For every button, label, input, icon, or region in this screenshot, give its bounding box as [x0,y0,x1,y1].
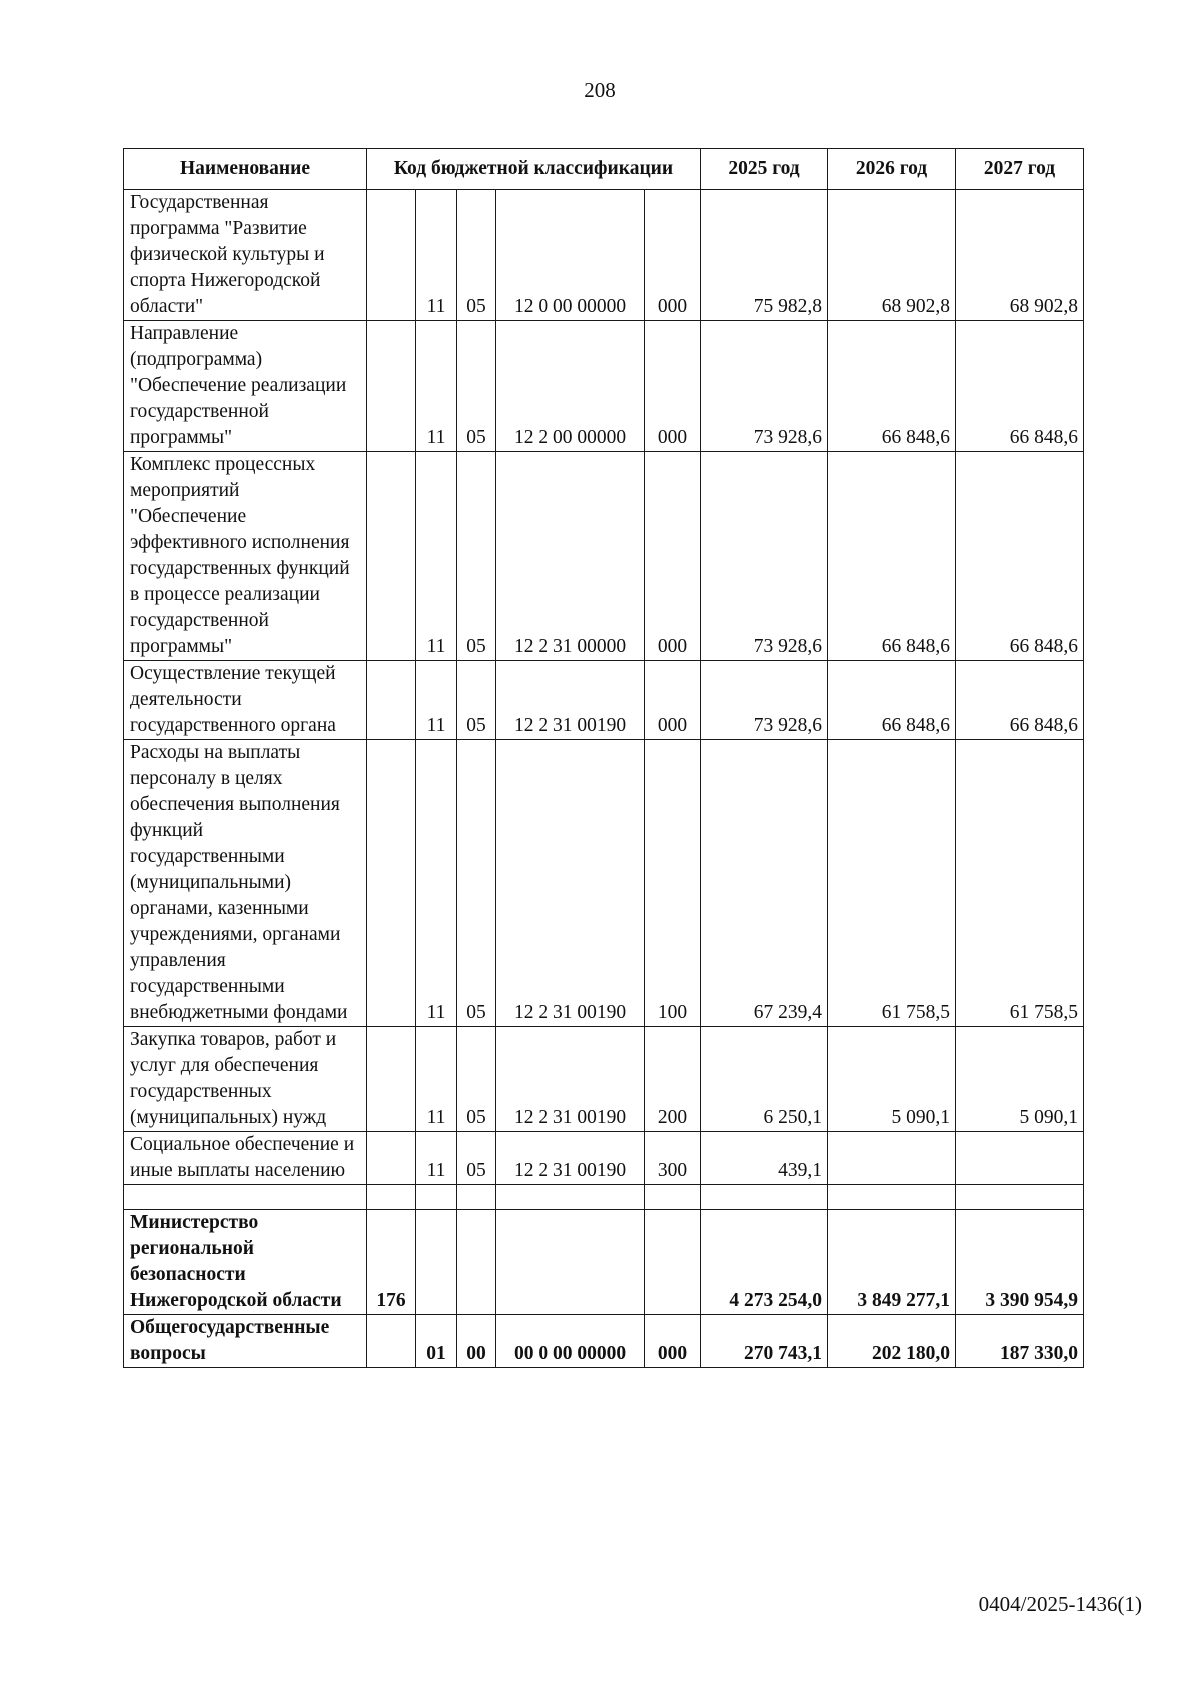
row-section: 01 [416,1315,457,1368]
row-subsection [457,1210,496,1315]
row-2025: 73 928,6 [701,661,828,740]
row-name: Государственная программа "Развитие физической культуры и спорта Нижегородской области" [124,190,367,321]
row-type: 000 [645,321,701,452]
row-name: Расходы на выплаты персоналу в целях обеспечения выполнения функций государственными (муниципальными) органами, казенными учреждениями, органами управления государственными внебюджетными фондами [124,740,367,1027]
row-2027: 3 390 954,9 [956,1210,1084,1315]
row-target: 12 0 00 00000 [496,190,645,321]
row-target [496,1210,645,1315]
header-2027: 2027 год [956,149,1084,190]
row-type: 000 [645,661,701,740]
row-name: Комплекс процессных мероприятий "Обеспечение эффективного исполнения государственных функций в процессе реализации государственной программы" [124,452,367,661]
document-id: 0404/2025-1436(1) [978,1592,1142,1616]
row-target [496,1185,645,1210]
row-name: Осуществление текущей деятельности государственного органа [124,661,367,740]
budget-table [123,148,1084,1368]
row-section: 11 [416,452,457,661]
table-row-spacer [124,1185,1084,1210]
table-row [124,452,1084,661]
row-ministry [367,661,416,740]
row-2025 [701,1185,828,1210]
row-2025: 67 239,4 [701,740,828,1027]
row-2027: 68 902,8 [956,190,1084,321]
row-2027: 66 848,6 [956,452,1084,661]
row-2027 [956,1132,1084,1185]
header-2025: 2025 год [701,149,828,190]
table-row [124,190,1084,321]
header-2026: 2026 год [828,149,956,190]
row-section: 11 [416,740,457,1027]
table-row [124,661,1084,740]
row-target: 12 2 31 00190 [496,1027,645,1132]
row-2026 [828,1185,956,1210]
row-section: 11 [416,1132,457,1185]
row-2026: 66 848,6 [828,321,956,452]
row-subsection: 05 [457,190,496,321]
row-2026: 66 848,6 [828,452,956,661]
row-2025: 6 250,1 [701,1027,828,1132]
row-2025: 439,1 [701,1132,828,1185]
row-2025: 73 928,6 [701,321,828,452]
row-subsection: 05 [457,1027,496,1132]
row-type [645,1185,701,1210]
row-target: 12 2 31 00190 [496,661,645,740]
row-target: 12 2 31 00000 [496,452,645,661]
row-ministry [367,1185,416,1210]
table-row [124,321,1084,452]
header-code: Код бюджетной классификации [367,149,701,190]
row-type: 000 [645,190,701,321]
row-2025: 4 273 254,0 [701,1210,828,1315]
row-subsection: 05 [457,321,496,452]
row-2025: 75 982,8 [701,190,828,321]
row-type: 000 [645,452,701,661]
row-ministry [367,321,416,452]
row-ministry [367,1315,416,1368]
row-ministry [367,452,416,661]
row-2026: 66 848,6 [828,661,956,740]
row-2025: 73 928,6 [701,452,828,661]
row-ministry: 176 [367,1210,416,1315]
row-name: Направление (подпрограмма) "Обеспечение реализации государственной программы" [124,321,367,452]
page-number: 208 [584,78,616,102]
table-row [124,740,1084,1027]
row-2026: 61 758,5 [828,740,956,1027]
row-section: 11 [416,321,457,452]
row-ministry [367,190,416,321]
row-type: 000 [645,1315,701,1368]
row-2026: 202 180,0 [828,1315,956,1368]
row-subsection: 05 [457,661,496,740]
row-2025: 270 743,1 [701,1315,828,1368]
row-target: 12 2 00 00000 [496,321,645,452]
row-section [416,1185,457,1210]
row-section: 11 [416,190,457,321]
row-target: 12 2 31 00190 [496,740,645,1027]
row-2027: 61 758,5 [956,740,1084,1027]
table-row [124,1210,1084,1315]
row-type: 200 [645,1027,701,1132]
row-2027: 66 848,6 [956,321,1084,452]
row-ministry [367,1027,416,1132]
table-row [124,1027,1084,1132]
row-2026: 68 902,8 [828,190,956,321]
row-2026 [828,1132,956,1185]
row-2027: 187 330,0 [956,1315,1084,1368]
header-name: Наименование [124,149,367,190]
row-type: 100 [645,740,701,1027]
row-ministry [367,740,416,1027]
row-2027: 5 090,1 [956,1027,1084,1132]
row-type [645,1210,701,1315]
row-name [124,1185,367,1210]
table-row [124,1132,1084,1185]
row-2027: 66 848,6 [956,661,1084,740]
row-name: Министерство региональной безопасности Нижегородской области [124,1210,367,1315]
row-name: Общегосударственные вопросы [124,1315,367,1368]
row-subsection: 05 [457,740,496,1027]
row-subsection: 00 [457,1315,496,1368]
row-subsection: 05 [457,452,496,661]
row-2027 [956,1185,1084,1210]
row-2026: 3 849 277,1 [828,1210,956,1315]
row-name: Закупка товаров, работ и услуг для обеспечения государственных (муниципальных) нужд [124,1027,367,1132]
row-2026: 5 090,1 [828,1027,956,1132]
row-section [416,1210,457,1315]
row-name: Социальное обеспечение и иные выплаты населению [124,1132,367,1185]
row-target: 12 2 31 00190 [496,1132,645,1185]
row-section: 11 [416,1027,457,1132]
row-subsection [457,1185,496,1210]
row-subsection: 05 [457,1132,496,1185]
row-target: 00 0 00 00000 [496,1315,645,1368]
table-row [124,1315,1084,1368]
row-ministry [367,1132,416,1185]
row-section: 11 [416,661,457,740]
row-type: 300 [645,1132,701,1185]
table-header-row [124,149,1084,190]
